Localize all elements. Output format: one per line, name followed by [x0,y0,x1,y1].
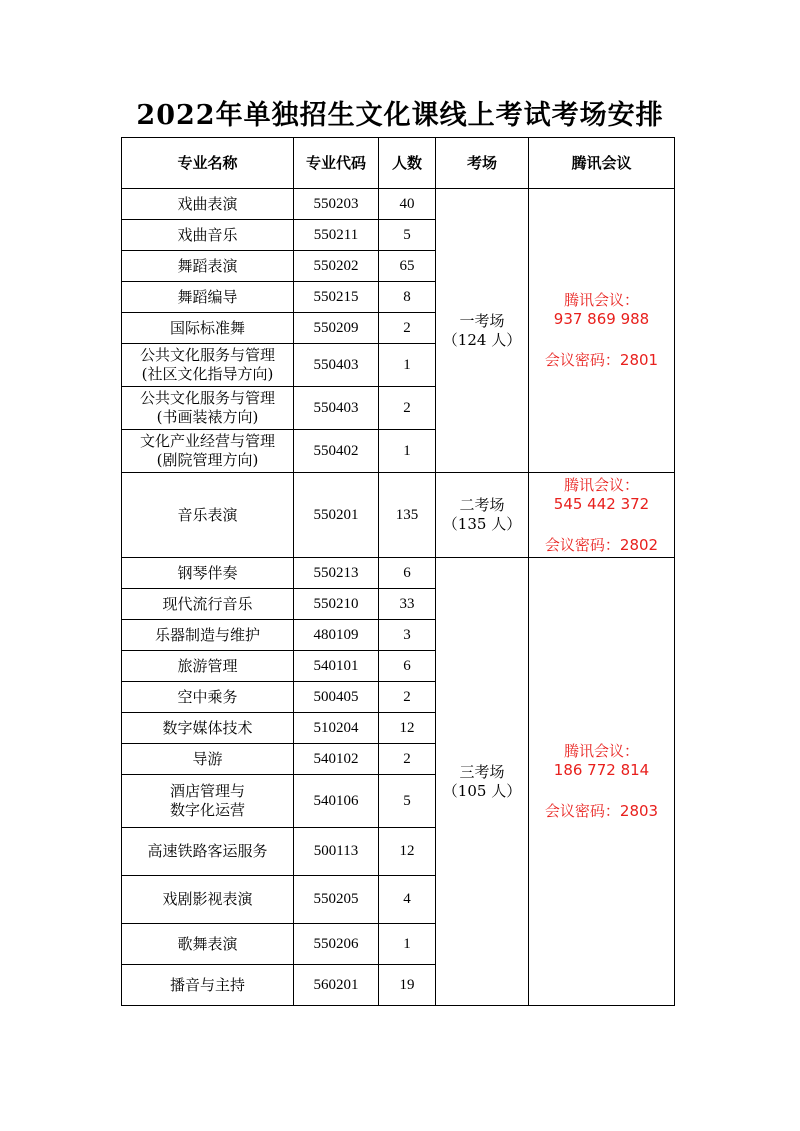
major-code: 540101 [294,651,379,682]
table-row [122,558,675,589]
major-name-line: 播音与主持 [169,975,245,994]
major-name-line: (社区文化指导方向) [141,365,274,383]
major-name [122,282,294,313]
major-code: 500405 [294,682,379,713]
meeting-label: 腾讯会议： [563,475,639,494]
table-row [122,473,675,558]
student-count: 5 [379,775,436,828]
exam-room [436,189,529,473]
major-name-line: 数字媒体技术 [162,718,253,737]
student-count: 2 [379,682,436,713]
student-count: 8 [379,282,436,313]
major-code: 500113 [294,828,379,876]
major-name [122,744,294,775]
major-name [122,344,294,387]
meeting-label: 腾讯会议： [563,742,639,760]
student-count: 1 [379,344,436,387]
meeting-id[interactable]: 937 869 988 [553,310,650,328]
meeting-label: 腾讯会议： [563,291,639,309]
major-code: 550402 [294,430,379,473]
major-name [122,558,294,589]
student-count: 135 [379,473,436,558]
major-code: 550206 [294,924,379,965]
major-name-line: 戏剧影视表演 [162,890,253,908]
page-title: 2022年单独招生文化课线上考试考场安排 [136,100,664,131]
table-row [122,189,675,220]
major-name [122,775,294,828]
exam-room-total: （124 人） [442,330,522,349]
exam-room-name: 一考场 [459,311,505,330]
major-name-line: 空中乘务 [177,687,238,706]
schedule-body [122,189,675,1006]
major-code: 540102 [294,744,379,775]
major-name [122,589,294,620]
major-name [122,251,294,282]
tencent-meeting-info [529,189,675,473]
major-name-line: 舞蹈表演 [177,256,238,275]
student-count: 6 [379,558,436,589]
exam-room-name: 二考场 [459,496,505,514]
student-count: 3 [379,620,436,651]
student-count: 5 [379,220,436,251]
exam-room-total: （105 人） [442,781,522,800]
exam-room [436,558,529,1006]
header-code: 专业代码 [294,138,379,189]
exam-room-total: （135 人） [442,515,522,533]
major-name-line: 数字化运营 [169,801,245,819]
major-name-line: (剧院管理方向) [156,451,259,469]
meeting-password: 会议密码：2802 [544,535,659,554]
major-name-line: 现代流行音乐 [162,594,253,613]
major-name [122,713,294,744]
major-name-line: 乐器制造与维护 [154,625,260,644]
major-code: 550213 [294,558,379,589]
major-code: 550202 [294,251,379,282]
major-code: 550211 [294,220,379,251]
student-count: 2 [379,387,436,430]
student-count: 1 [379,430,436,473]
major-name-line: 公共文化服务与管理 [139,389,275,407]
major-name [122,220,294,251]
major-name [122,473,294,558]
student-count: 40 [379,189,436,220]
major-code: 550210 [294,589,379,620]
major-code: 550205 [294,876,379,924]
exam-room [436,473,529,558]
major-code: 550403 [294,387,379,430]
meeting-id[interactable]: 545 442 372 [553,494,650,513]
major-name-line: (书画装裱方向) [156,408,259,426]
student-count: 2 [379,744,436,775]
student-count: 12 [379,828,436,876]
major-name-line: 公共文化服务与管理 [139,346,275,364]
student-count: 1 [379,924,436,965]
meeting-id[interactable]: 186 772 814 [553,761,650,779]
major-name [122,387,294,430]
major-code: 550403 [294,344,379,387]
major-name-line: 钢琴伴奏 [177,563,238,582]
major-name-line: 戏曲音乐 [177,225,238,244]
major-name [122,682,294,713]
major-name [122,430,294,473]
major-name-line: 国际标准舞 [169,318,245,337]
student-count: 19 [379,965,436,1006]
major-name [122,828,294,876]
major-code: 550203 [294,189,379,220]
major-code: 510204 [294,713,379,744]
schedule-table [121,137,675,1006]
student-count: 12 [379,713,436,744]
student-count: 65 [379,251,436,282]
student-count: 2 [379,313,436,344]
tencent-meeting-info [529,558,675,1006]
meeting-spacer [529,780,674,802]
major-code: 480109 [294,620,379,651]
header-count: 人数 [379,138,436,189]
major-name [122,620,294,651]
major-code: 560201 [294,965,379,1006]
major-name [122,965,294,1006]
major-name-line: 旅游管理 [177,656,238,675]
header-row [122,138,675,189]
major-name [122,924,294,965]
student-count: 6 [379,651,436,682]
major-name-line: 戏曲表演 [177,194,238,213]
major-code: 540106 [294,775,379,828]
major-code: 550201 [294,473,379,558]
student-count: 33 [379,589,436,620]
major-name-line: 导游 [192,749,223,768]
header-meeting: 腾讯会议 [529,138,675,189]
major-name-line: 文化产业经营与管理 [139,432,275,450]
meeting-spacer [529,514,674,536]
major-name [122,876,294,924]
major-name [122,651,294,682]
major-name-line: 高速铁路客运服务 [147,842,268,860]
major-name-line: 酒店管理与 [169,782,245,800]
meeting-password: 会议密码：2803 [544,802,659,820]
student-count: 4 [379,876,436,924]
exam-room-name: 三考场 [459,762,505,781]
header-room: 考场 [436,138,529,189]
major-name-line: 舞蹈编导 [177,287,238,306]
tencent-meeting-info [529,473,675,558]
major-name [122,189,294,220]
meeting-password: 会议密码：2801 [544,351,659,369]
major-name-line: 音乐表演 [177,505,238,524]
major-name [122,313,294,344]
major-code: 550209 [294,313,379,344]
header-major: 专业名称 [122,138,294,189]
major-code: 550215 [294,282,379,313]
major-name-line: 歌舞表演 [177,934,238,953]
meeting-spacer [529,329,674,351]
